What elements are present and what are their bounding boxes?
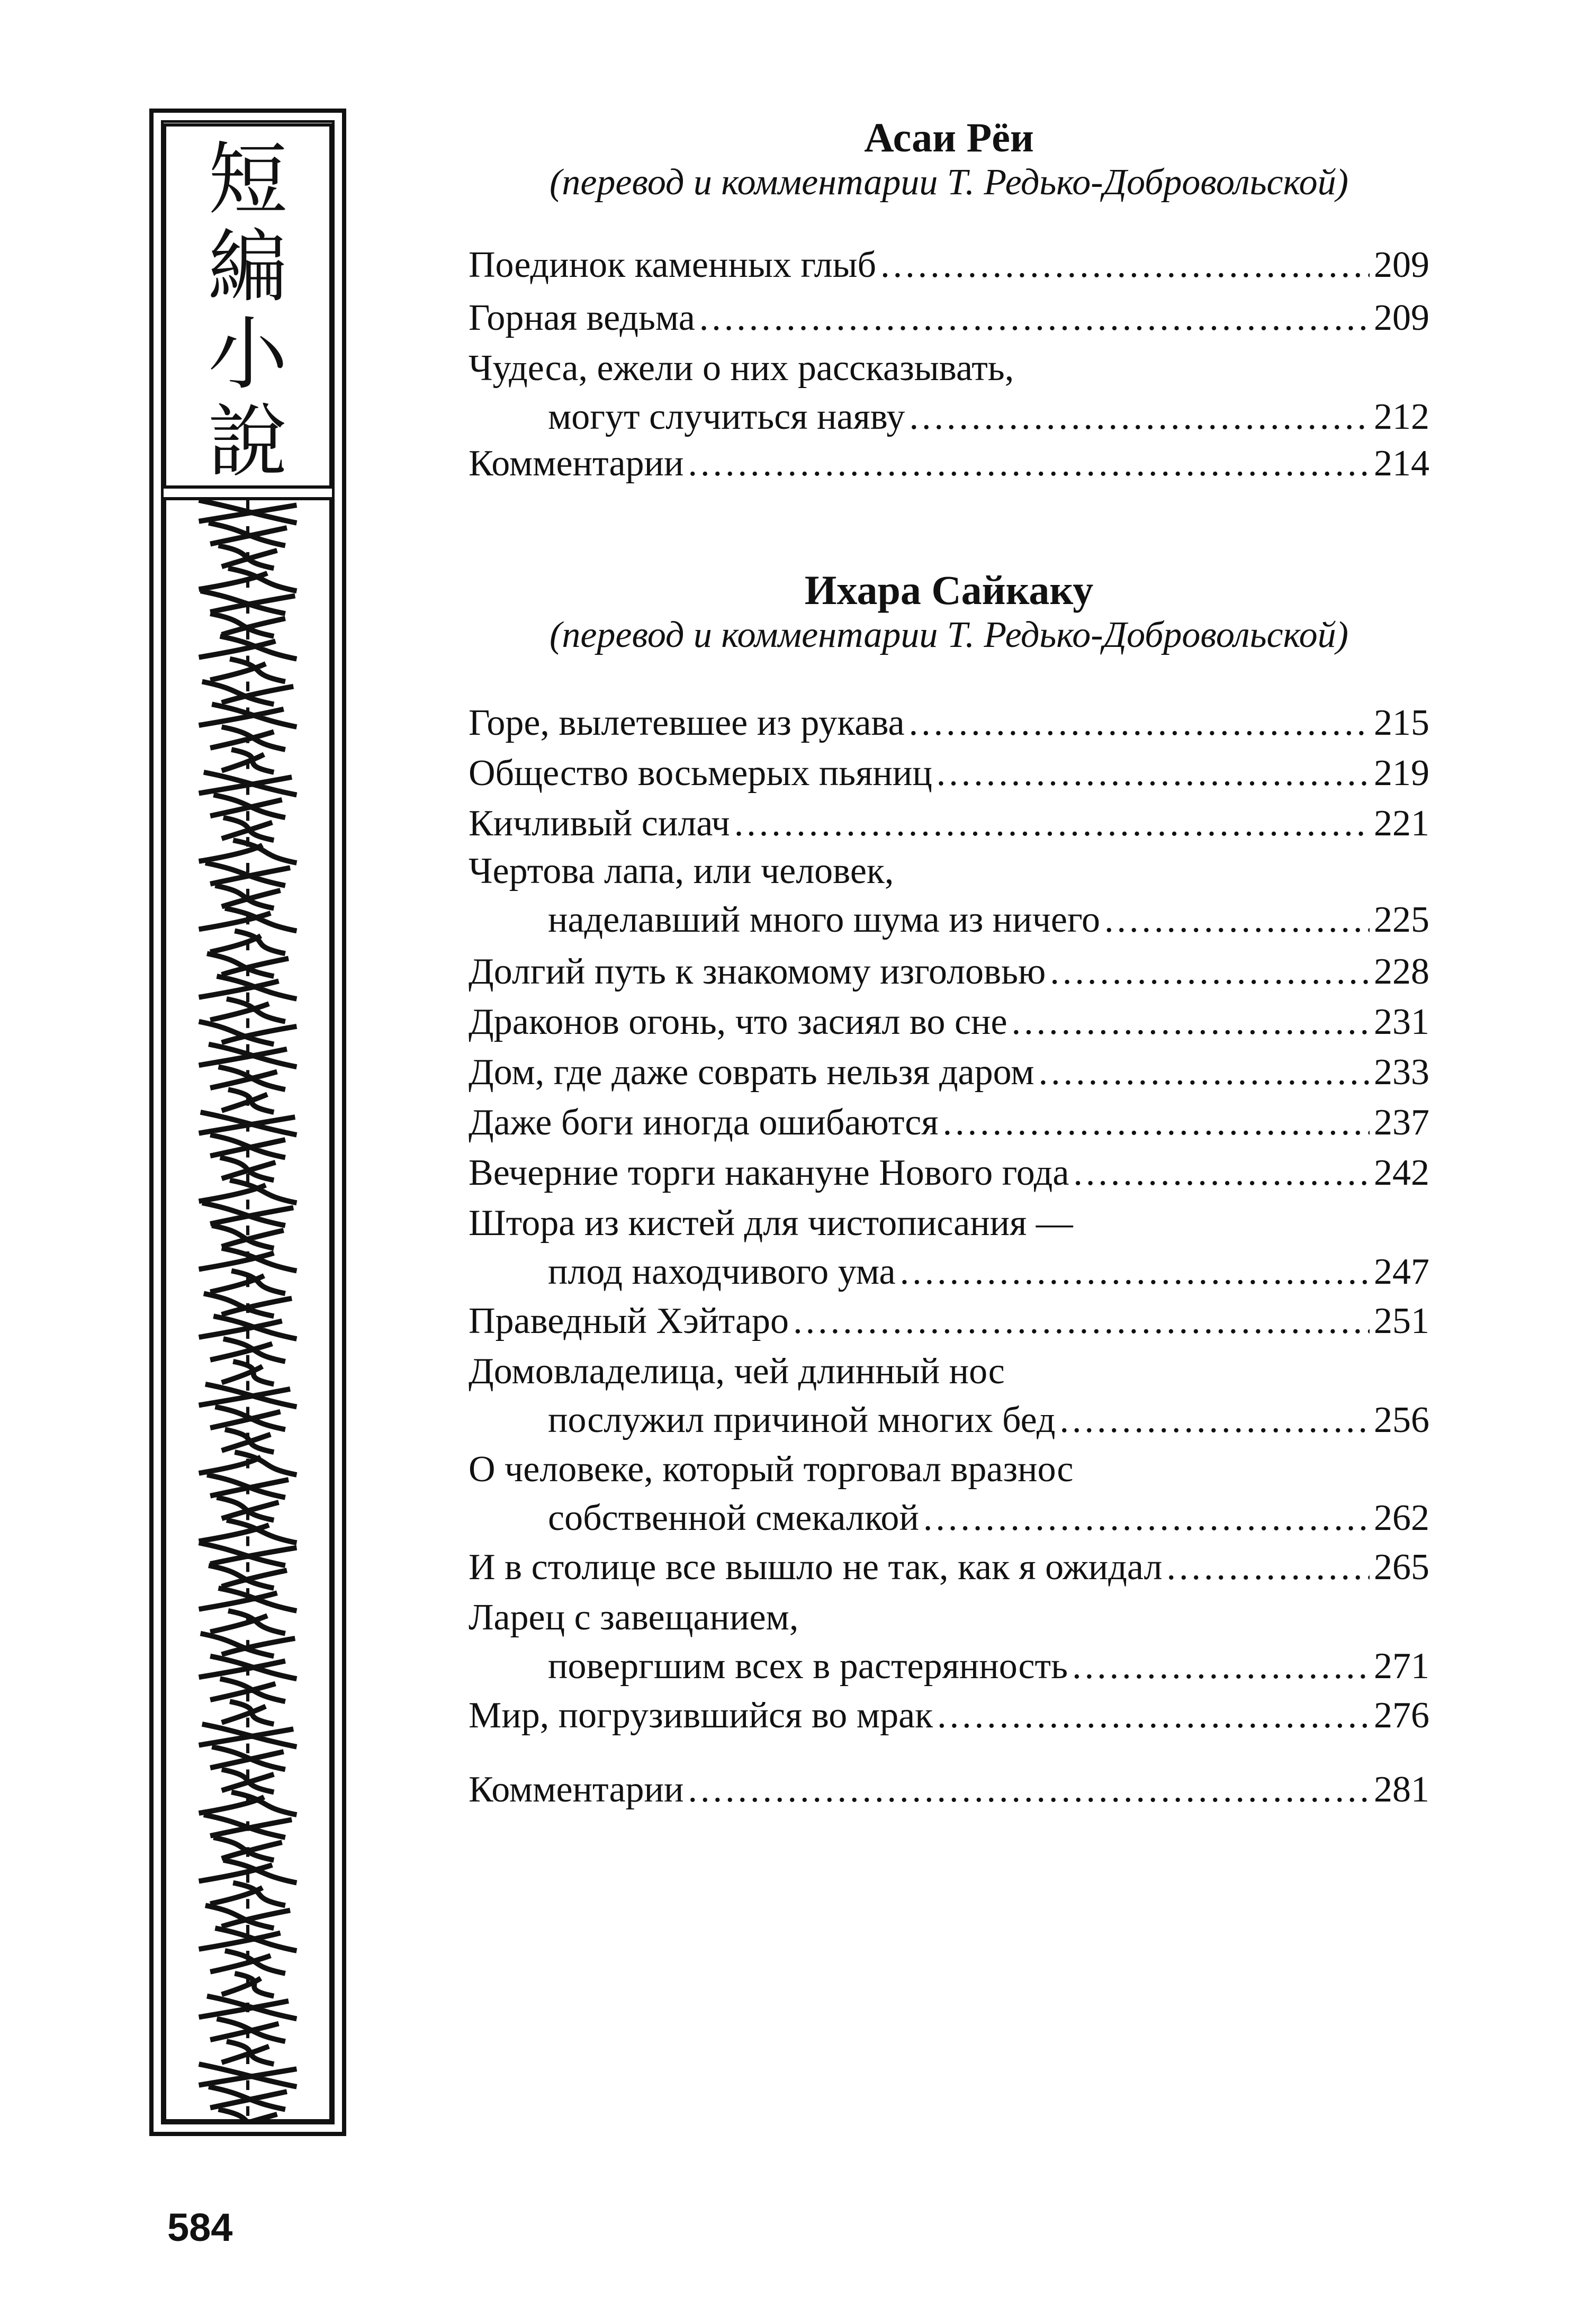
toc-entry-page: 221 xyxy=(1374,803,1429,844)
dot-leader xyxy=(909,699,1370,747)
toc-entry xyxy=(469,439,1429,488)
dot-leader xyxy=(923,1494,1370,1543)
toc-entry xyxy=(469,1048,1429,1097)
toc-entry xyxy=(469,699,1429,747)
toc-entry xyxy=(469,799,1429,848)
toc-entry-page: 251 xyxy=(1374,1301,1429,1341)
toc-entry xyxy=(469,1445,1429,1543)
dot-leader xyxy=(900,1248,1370,1296)
toc-entry xyxy=(469,1593,1429,1691)
dot-leader xyxy=(1039,1048,1370,1097)
dot-leader xyxy=(688,439,1370,488)
toc-entry-title: Поединок каменных глыб xyxy=(469,245,877,285)
toc-entry xyxy=(469,1691,1429,1740)
toc-entry-title: Штора из кистей для чистописания — xyxy=(469,1203,1073,1244)
ornament-pattern xyxy=(166,500,329,2119)
toc-entry-title: Мир, погрузившийся во мрак xyxy=(469,1695,933,1736)
toc-entry-title: Дом, где даже соврать нельзя даром xyxy=(469,1052,1034,1093)
dot-leader xyxy=(1012,998,1370,1047)
dot-leader xyxy=(943,1098,1370,1147)
dot-leader xyxy=(1166,1543,1370,1592)
page-number: 584 xyxy=(167,2205,233,2249)
toc-entry xyxy=(469,1297,1429,1346)
toc-entry-page: 262 xyxy=(1374,1498,1429,1538)
dot-leader xyxy=(1050,948,1370,996)
toc-entry-title: Горная ведьма xyxy=(469,298,695,338)
toc-entry-page: 256 xyxy=(1374,1400,1429,1440)
dot-leader xyxy=(1104,896,1370,944)
toc-entry-page: 281 xyxy=(1374,1769,1429,1810)
toc-entry-title: наделавший много шума из ничего xyxy=(548,899,1100,940)
toc-entry-title: Праведный Хэйтаро xyxy=(469,1301,789,1341)
toc-entry xyxy=(469,1543,1429,1592)
toc-list xyxy=(469,699,1429,1863)
dot-leader xyxy=(909,393,1370,442)
toc-entry-page: 276 xyxy=(1374,1695,1429,1736)
banner-ornament xyxy=(163,497,332,2122)
toc-entry-title: Вечерние торги накануне Нового года xyxy=(469,1152,1069,1193)
dot-leader xyxy=(1073,1149,1370,1197)
dot-leader xyxy=(937,1691,1370,1740)
toc-entry xyxy=(469,998,1429,1047)
dot-leader xyxy=(937,749,1370,798)
dot-leader xyxy=(688,1765,1370,1814)
toc-entry xyxy=(469,847,1429,944)
toc-entry-title: собственной смекалкой xyxy=(548,1498,919,1538)
toc-entry-page: 209 xyxy=(1374,245,1429,285)
toc-entry-page: 219 xyxy=(1374,753,1429,794)
dot-leader xyxy=(699,294,1370,343)
toc-entry-title: Даже боги иногда ошибаются xyxy=(469,1102,939,1143)
toc-entry-title: Ларец с завещанием, xyxy=(469,1597,799,1638)
toc-entry-title: повергшим всех в растерянность xyxy=(548,1646,1068,1687)
toc-entry-title: Чудеса, ежели о них рассказывать, xyxy=(469,348,1014,389)
dot-leader xyxy=(1059,1396,1370,1445)
toc-entry xyxy=(469,749,1429,798)
toc-entry-page: 214 xyxy=(1374,443,1429,484)
toc-entry-page: 231 xyxy=(1374,1002,1429,1042)
section-author: Асаи Рёи xyxy=(864,114,1034,160)
toc-entry-page: 225 xyxy=(1374,899,1429,940)
toc-entry-title: могут случиться наяву xyxy=(548,397,905,437)
toc-entry-page: 233 xyxy=(1374,1052,1429,1093)
dot-leader xyxy=(880,241,1370,290)
toc-list xyxy=(469,241,1429,516)
toc-entry-title: Драконов огонь, что засиял во сне xyxy=(469,1002,1007,1042)
toc-entry-title: О человеке, который торговал вразнос xyxy=(469,1449,1074,1490)
toc-entry-title: Комментарии xyxy=(469,443,684,484)
banner-char: 說 xyxy=(208,395,287,488)
dot-leader xyxy=(734,799,1370,848)
section-asai-rei xyxy=(469,114,1429,204)
toc-entry xyxy=(469,948,1429,996)
section-author: Ихара Сайкаку xyxy=(804,567,1094,613)
toc-entry-page: 215 xyxy=(1374,702,1429,743)
toc-entry-page: 242 xyxy=(1374,1152,1429,1193)
toc-entry-title: И в столице все вышло не так, как я ожидал xyxy=(469,1547,1163,1588)
banner-char: 短 xyxy=(208,133,287,226)
toc-entry xyxy=(469,241,1429,290)
toc-entry-page: 237 xyxy=(1374,1102,1429,1143)
toc-entry-title: Горе, вылетевшее из рукава xyxy=(469,702,905,743)
banner-title xyxy=(163,123,332,489)
toc-entry xyxy=(469,1347,1429,1445)
banner-char: 編 xyxy=(208,221,287,313)
decorative-banner xyxy=(149,109,346,2136)
toc-entry xyxy=(469,1765,1429,1814)
dot-leader xyxy=(1072,1642,1370,1691)
banner-char: 小 xyxy=(208,308,287,401)
toc-entry-title: послужил причиной многих бед xyxy=(548,1400,1056,1440)
dot-leader xyxy=(793,1297,1370,1346)
toc-entry-title: плод находчивого ума xyxy=(548,1251,896,1292)
toc-entry xyxy=(469,344,1429,442)
toc-entry-page: 265 xyxy=(1374,1547,1429,1588)
section-translator-note: (перевод и комментарии Т. Редько-Добровольской) xyxy=(550,162,1348,203)
toc-entry-page: 271 xyxy=(1374,1646,1429,1687)
toc-entry-title: Долгий путь к знакомому изголовью xyxy=(469,951,1046,992)
toc-entry-title: Общество восьмерых пьяниц xyxy=(469,753,932,794)
toc-entry xyxy=(469,1098,1429,1147)
toc-entry-title: Чертова лапа, или человек, xyxy=(469,851,894,891)
toc-entry xyxy=(469,1149,1429,1197)
toc-entry-page: 228 xyxy=(1374,951,1429,992)
section-translator-note: (перевод и комментарии Т. Редько-Добровольской) xyxy=(550,615,1348,655)
toc-entry-title: Домовладелица, чей длинный нос xyxy=(469,1351,1005,1392)
toc-entry-title: Комментарии xyxy=(469,1769,684,1810)
toc-entry xyxy=(469,1199,1429,1296)
toc-entry-page: 247 xyxy=(1374,1251,1429,1292)
toc-entry-title: Кичливый силач xyxy=(469,803,730,844)
toc-entry-page: 212 xyxy=(1374,397,1429,437)
toc-entry xyxy=(469,294,1429,343)
section-ihara-saikaku xyxy=(469,566,1429,656)
toc-entry-page: 209 xyxy=(1374,298,1429,338)
